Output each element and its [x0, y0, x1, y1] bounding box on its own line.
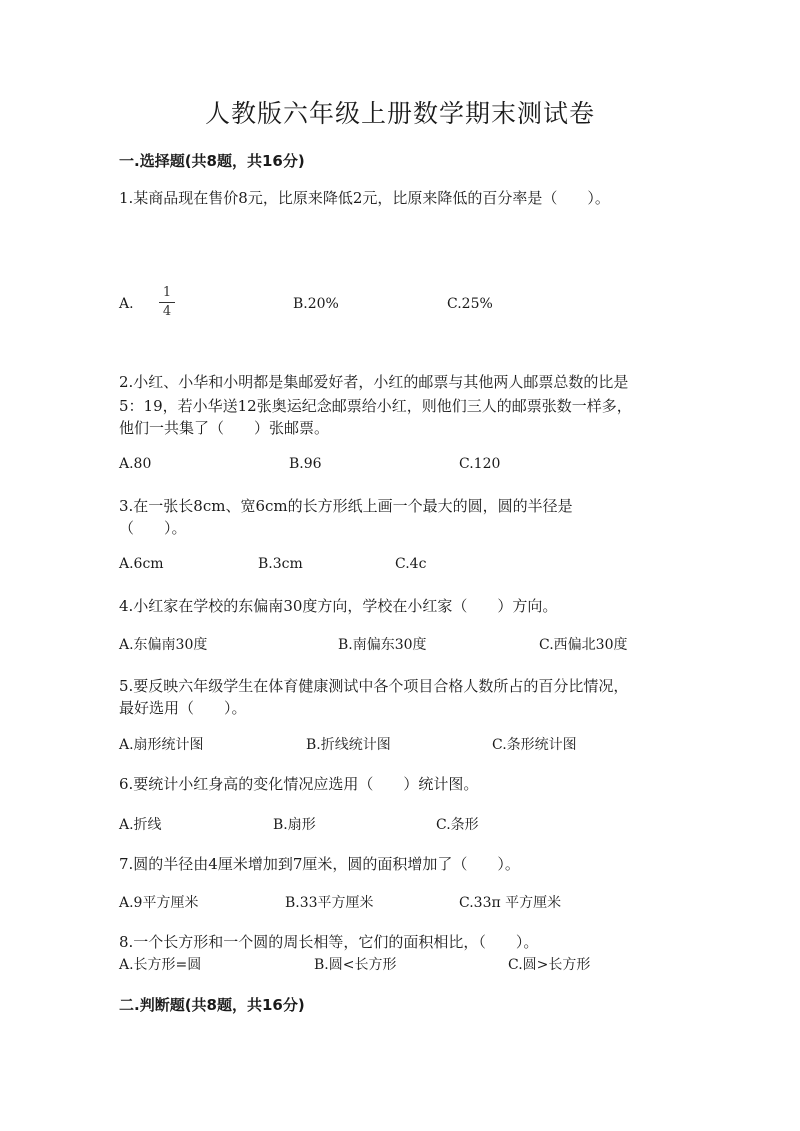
question-6-option-c: C.条形 — [436, 817, 479, 833]
question-4-option-c: C.西偏北30度 — [539, 637, 628, 653]
question-7-option-b: B.33平方厘米 — [285, 895, 374, 911]
question-3-text-line-2: （ ）。 — [119, 519, 187, 537]
question-2-text-line-3: 他们一共集了（ ）张邮票。 — [119, 419, 330, 437]
question-8-option-a: A.长方形=圆 — [119, 957, 202, 973]
question-3-option-c: C.4c — [395, 556, 427, 572]
question-8-text: 8.一个长方形和一个圆的周长相等，它们的面积相比，（ ）。 — [119, 933, 539, 951]
question-7-text: 7.圆的半径由4厘米增加到7厘米，圆的面积增加了（ ）。 — [119, 855, 520, 873]
question-2-text-line-1: 2.小红、小华和小明都是集邮爱好者，小红的邮票与其他两人邮票总数的比是 — [119, 373, 629, 391]
question-1-option-c: C.25% — [447, 296, 493, 312]
question-5-text-line-1: 5.要反映六年级学生在体育健康测试中各个项目合格人数所占的百分比情况， — [119, 677, 629, 695]
question-7-option-a: A.9平方厘米 — [119, 895, 199, 911]
fraction-bar — [159, 302, 175, 303]
question-6-option-a: A.折线 — [119, 817, 162, 833]
question-1-option-a: A. — [119, 296, 134, 312]
question-8-option-b: B.圆<长方形 — [314, 957, 397, 973]
fraction-numerator: 1 — [162, 285, 172, 300]
question-2-text-line-2: 5：19，若小华送12张奥运纪念邮票给小红，则他们三人的邮票张数一样多， — [119, 397, 632, 415]
question-6-text: 6.要统计小红身高的变化情况应选用（ ）统计图。 — [119, 775, 479, 793]
question-1-option-a-fraction — [158, 286, 176, 319]
question-3-option-b: B.3cm — [258, 556, 303, 572]
question-7-option-c: C.33π 平方厘米 — [459, 895, 562, 911]
question-2-option-c: C.120 — [459, 456, 501, 472]
question-3-option-a: A.6cm — [119, 556, 164, 572]
question-2-option-b: B.96 — [289, 456, 322, 472]
question-4-option-b: B.南偏东30度 — [338, 637, 427, 653]
question-2-option-a: A.80 — [119, 456, 152, 472]
question-5-option-a: A.扇形统计图 — [119, 737, 204, 753]
page-title: 人教版六年级上册数学期末测试卷 — [204, 99, 595, 128]
question-1-option-b: B.20% — [293, 296, 339, 312]
fraction-denominator: 4 — [162, 304, 172, 319]
section-heading-multiple-choice: 一.选择题(共8题，共16分) — [119, 152, 305, 170]
question-4-option-a: A.东偏南30度 — [119, 637, 208, 653]
question-3-text-line-1: 3.在一张长8cm、宽6cm的长方形纸上画一个最大的圆，圆的半径是 — [119, 497, 573, 515]
section-heading-true-false: 二.判断题(共8题，共16分) — [119, 996, 305, 1014]
question-4-text: 4.小红家在学校的东偏南30度方向，学校在小红家（ ）方向。 — [119, 597, 558, 615]
question-5-text-line-2: 最好选用（ ）。 — [119, 699, 247, 717]
question-6-option-b: B.扇形 — [273, 817, 316, 833]
question-1-text: 1.某商品现在售价8元，比原来降低2元，比原来降低的百分率是（ ）。 — [119, 189, 610, 207]
question-8-option-c: C.圆>长方形 — [508, 957, 591, 973]
question-5-option-c: C.条形统计图 — [492, 737, 577, 753]
question-5-option-b: B.折线统计图 — [306, 737, 391, 753]
